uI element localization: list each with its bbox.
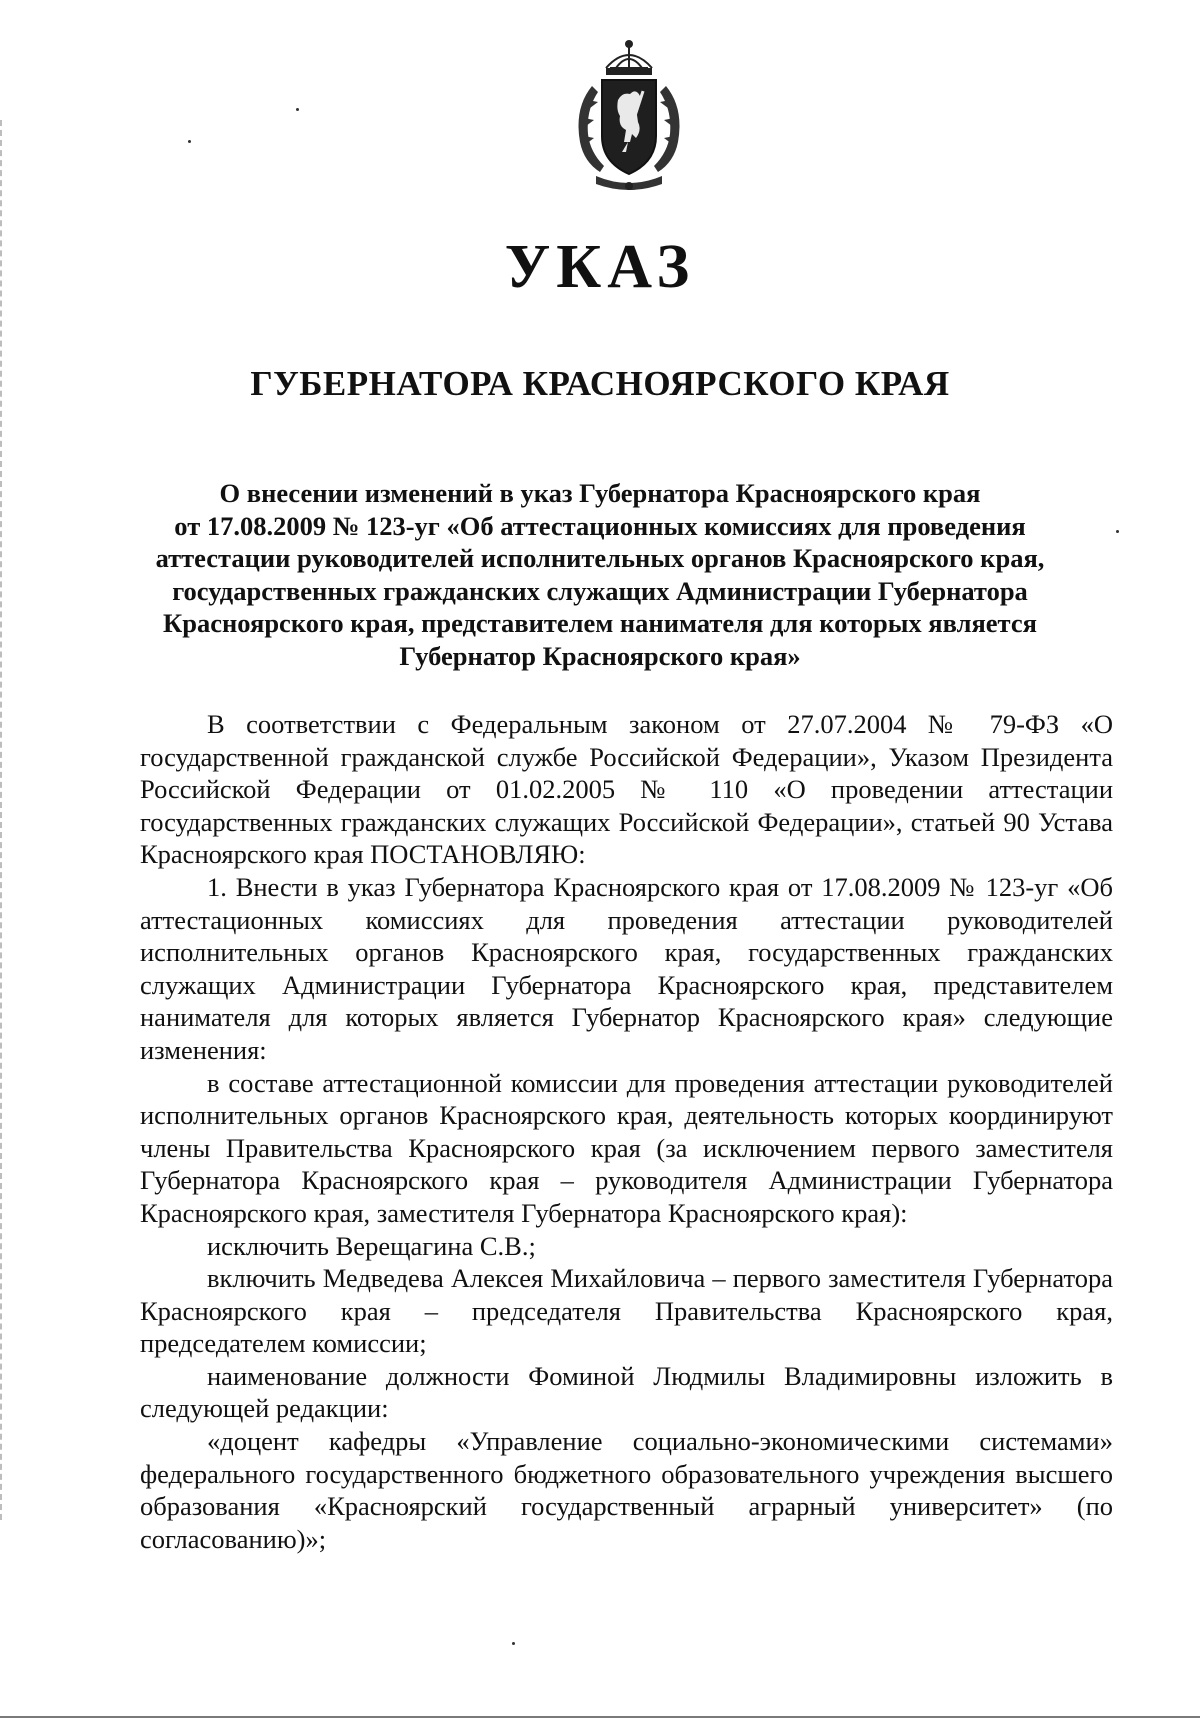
body-paragraph: наименование должности Фоминой Людмилы Владимировны изложить в следующей редакции: xyxy=(140,1360,1113,1424)
heading-line: О внесении изменений в указ Губернатора Красноярского края xyxy=(219,478,981,508)
body-paragraph: «доцент кафедры «Управление социально-экономическими системами» федерального государственного бюджетного образовательного учреждения высшего образования «Красноярский государственный аграрный университет» (по согласованию)»; xyxy=(140,1426,1113,1554)
scan-speck xyxy=(296,108,299,111)
body-paragraph: исключить Верещагина С.В.; xyxy=(207,1230,536,1261)
scan-speck xyxy=(1116,530,1119,533)
decree-body xyxy=(140,708,1113,1555)
body-paragraph: В соответствии с Федеральным законом от 27.07.2004 № 79-ФЗ «О государственной гражданской службе Российской Федерации», Указом Президента Российской Федерации от 01.02.2005 № 110 «О проведении аттестации государственных гражданских служащих Российской Федерации», статьей 90 Устава Красноярского края ПОСТАНОВЛЯЮ: xyxy=(140,709,1113,870)
document-subtitle: ГУБЕРНАТОРА КРАСНОЯРСКОГО КРАЯ xyxy=(250,364,950,403)
body-paragraph: включить Медведева Алексея Михайловича – первого заместителя Губернатора Красноярского края – председателя Правительства Красноярского края, председателем комиссии; xyxy=(140,1263,1113,1359)
page-bottom-edge xyxy=(0,1716,1200,1718)
heading-line: Губернатор Красноярского края» xyxy=(399,640,801,671)
body-paragraph: в составе аттестационной комиссии для проведения аттестации руководителей исполнительных органов Красноярского края, деятельность которых координируют члены Правительства Красноярского края (за исключением первого заместителя Губернатора Красноярского края – руководителя Администрации Губернатора Красноярского края, заместителя Губернатора Красноярского края): xyxy=(140,1067,1113,1228)
heading-line: Красноярского края, представителем нанимателя для которых является xyxy=(163,608,1037,638)
decree-heading xyxy=(140,477,1060,672)
scan-speck xyxy=(512,1642,515,1645)
heading-line: государственных гражданских служащих Администрации Губернатора xyxy=(172,575,1028,606)
document-title: УКАЗ xyxy=(504,233,696,301)
scan-speck xyxy=(188,140,191,143)
heading-line: от 17.08.2009 № 123-уг «Об аттестационных комиссиях для проведения xyxy=(174,510,1026,541)
coat-of-arms-icon xyxy=(566,38,692,194)
scan-edge-marks xyxy=(0,120,6,1520)
body-paragraph: 1. Внести в указ Губернатора Красноярского края от 17.08.2009 № 123-уг «Об аттестационных комиссиях для проведения аттестации руководителей исполнительных органов Красноярского края, государственных гражданских служащих Администрации Губернатора Красноярского края, представителем нанимателя для которых является Губернатор Красноярского края» следующие изменения: xyxy=(140,871,1113,1065)
heading-line: аттестации руководителей исполнительных органов Красноярского края, xyxy=(155,543,1045,573)
